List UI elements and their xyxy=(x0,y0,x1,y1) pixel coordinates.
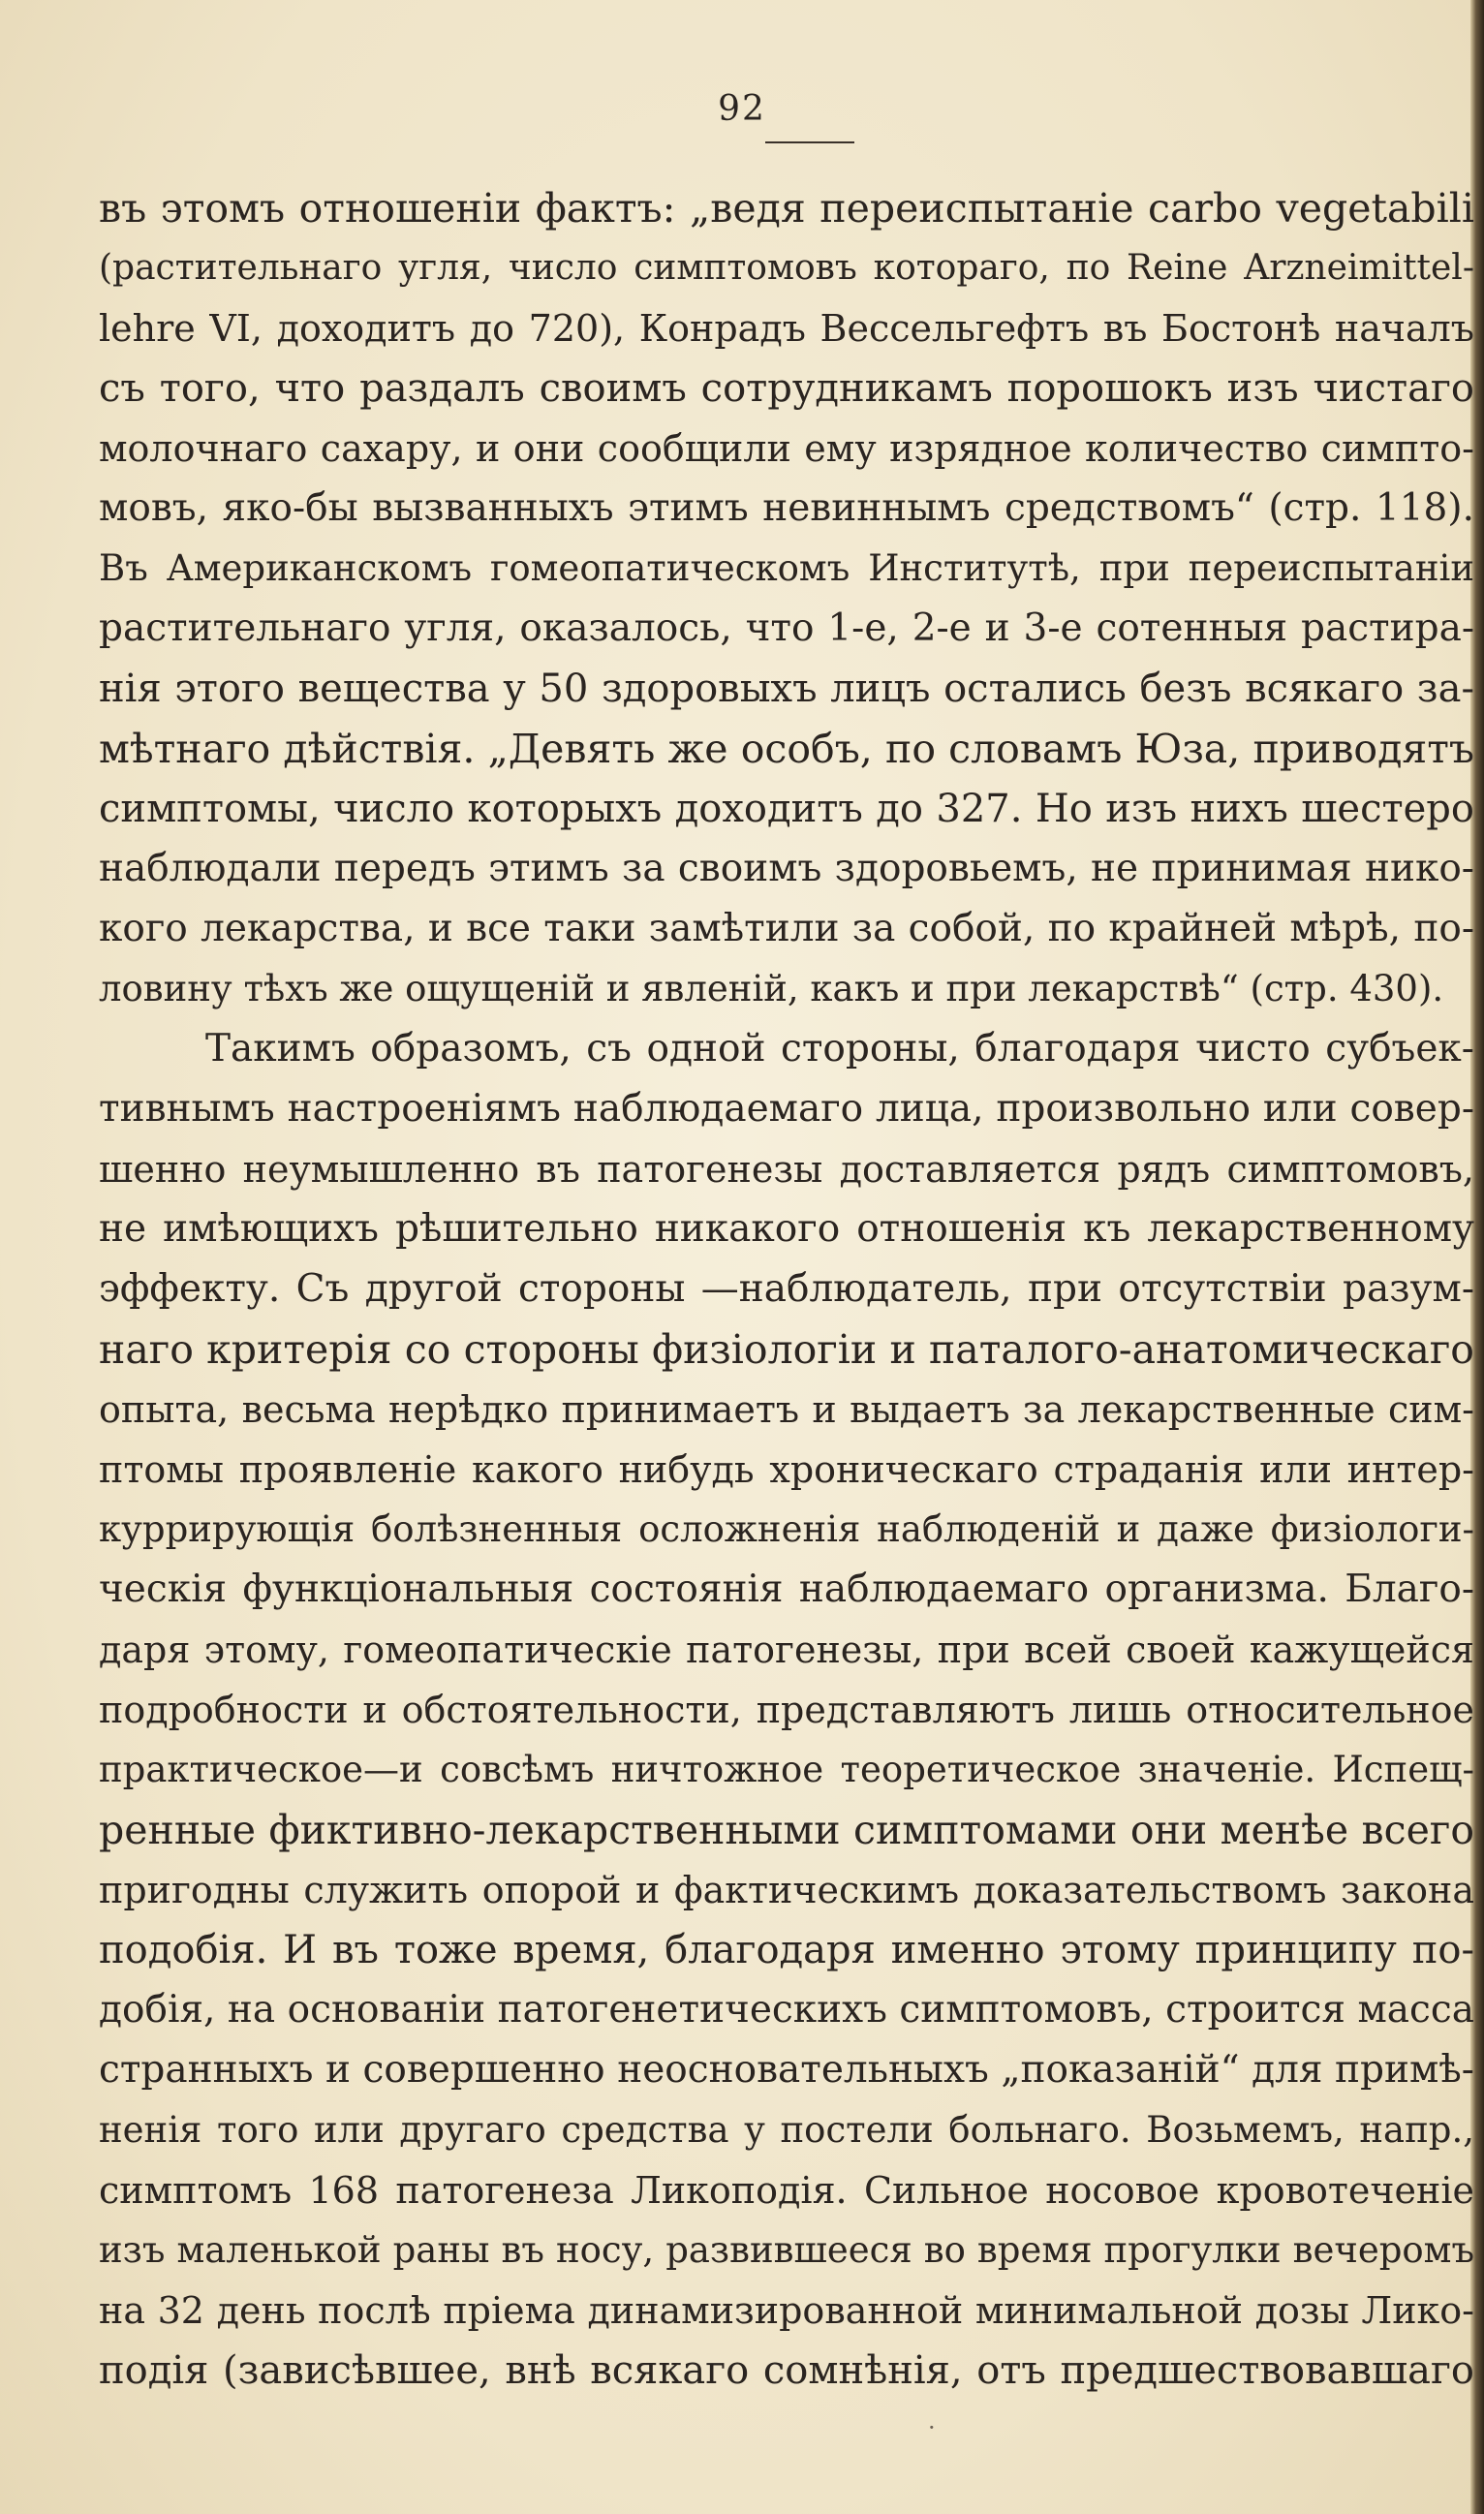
text-line: наблюдали передъ этимъ за своимъ здоровьемъ, не принимая нико- xyxy=(99,847,1474,890)
text-line: тивнымъ настроеніямъ наблюдаемаго лица, произвольно или совер- xyxy=(99,1087,1474,1131)
text-line: на 32 день послѣ пріема динамизированной минимальной дозы Лико- xyxy=(99,2289,1474,2332)
text-line: подробности и обстоятельности, представляютъ лишь относительное xyxy=(99,1689,1474,1731)
text-line: куррирующія болѣзненныя осложненія наблюденій и даже физіологи- xyxy=(99,1508,1474,1550)
text-line: опыта, весьма нерѣдко принимаетъ и выдаетъ за лекарственные сим- xyxy=(99,1388,1474,1431)
text-line: растительнаго угля, оказалось, что 1-е, 2-е и 3-е сотенныя растира- xyxy=(99,606,1474,650)
text-line: нія этого вещества у 50 здоровыхъ лицъ остались безъ всякаго за- xyxy=(99,667,1474,711)
text-line: странныхъ и совершенно неосновательныхъ „показаній“ для примѣ- xyxy=(99,2048,1474,2092)
text-line: съ того, что раздалъ своимъ сотрудникамъ порошокъ изъ чистаго xyxy=(99,366,1474,411)
text-line: добія, на основаніи патогенетическихъ симптомовъ, строится масса xyxy=(99,1988,1474,2032)
text-line: въ этомъ отношеніи фактъ: „ведя переиспытаніе carbo vegetabili xyxy=(99,185,1474,232)
text-line: молочнаго сахару, и они сообщили ему изрядное количество симпто- xyxy=(99,427,1474,470)
text-line: кого лекарства, и все таки замѣтили за собой, по крайней мѣрѣ, по- xyxy=(99,907,1474,950)
text-line: симптомы, число которыхъ доходитъ до 327. Но изъ нихъ шестеро xyxy=(99,787,1474,831)
printer-mark: · xyxy=(928,2414,936,2441)
text-line: даря этому, гомеопатическіе патогенезы, при всей своей кажущейся xyxy=(99,1629,1474,1671)
text-line: пригодны служить опорой и фактическимъ доказательствомъ закона xyxy=(99,1869,1474,1911)
text-line: изъ маленькой раны въ носу, развившееся во время прогулки вечеромъ xyxy=(99,2229,1474,2271)
text-line: мѣтнаго дѣйствія. „Девять же особъ, по словамъ Юза, приводятъ xyxy=(99,726,1474,772)
text-line: наго критерія со стороны физіологіи и паталого-анатомическаго xyxy=(99,1326,1474,1373)
text-line: птомы проявленіе какого нибудь хроническаго страданія или интер- xyxy=(99,1448,1474,1491)
text-line: (растительнаго угля, число симптомовъ котораго, по Reine Arzneimittel- xyxy=(99,248,1474,288)
text-line: Такимъ образомъ, съ одной стороны, благодаря чисто субъек- xyxy=(205,1027,1474,1071)
text-line: lehre VI, доходитъ до 720), Конрадъ Вессельгефтъ въ Бостонѣ началъ xyxy=(99,307,1474,350)
text-line: не имѣющихъ рѣшительно никакого отношенія къ лекарственному xyxy=(99,1207,1474,1251)
page-number-underline xyxy=(765,141,854,143)
text-line: симптомъ 168 патогенеза Ликоподія. Сильное носовое кровотеченіе xyxy=(99,2169,1474,2212)
text-line: подія (зависѣвшее, внѣ всякаго сомнѣнія, отъ предшествовавшаго xyxy=(99,2348,1474,2393)
text-line: ческія функціональныя состоянія наблюдаемаго организма. Благо- xyxy=(99,1567,1474,1611)
text-line: ненія того или другаго средства у постели больнаго. Возьмемъ, напр., xyxy=(99,2109,1474,2151)
text-line: шенно неумышленно въ патогенезы доставляется рядъ симптомовъ, xyxy=(99,1148,1474,1191)
page-number: 92 xyxy=(718,89,766,129)
text-line: практическое—и совсѣмъ ничтожное теоретическое значеніе. Испещ- xyxy=(99,1749,1474,1790)
text-line: подобія. И въ тоже время, благодаря именно этому принципу по- xyxy=(99,1928,1474,1972)
text-line: Въ Американскомъ гомеопатическомъ Институтѣ, при переиспытаніи xyxy=(99,547,1474,589)
text-line: мовъ, яко-бы вызванныхъ этимъ невиннымъ средствомъ“ (стр. 118). xyxy=(99,486,1474,530)
text-line: эффекту. Съ другой стороны —наблюдатель, при отсутствіи разум- xyxy=(99,1267,1474,1311)
text-line: ренные фиктивно-лекарственными симптомами они менѣе всего xyxy=(99,1807,1474,1853)
text-line: ловину тѣхъ же ощущеній и явленій, какъ и при лекарствѣ“ (стр. 430). xyxy=(99,968,1444,1009)
